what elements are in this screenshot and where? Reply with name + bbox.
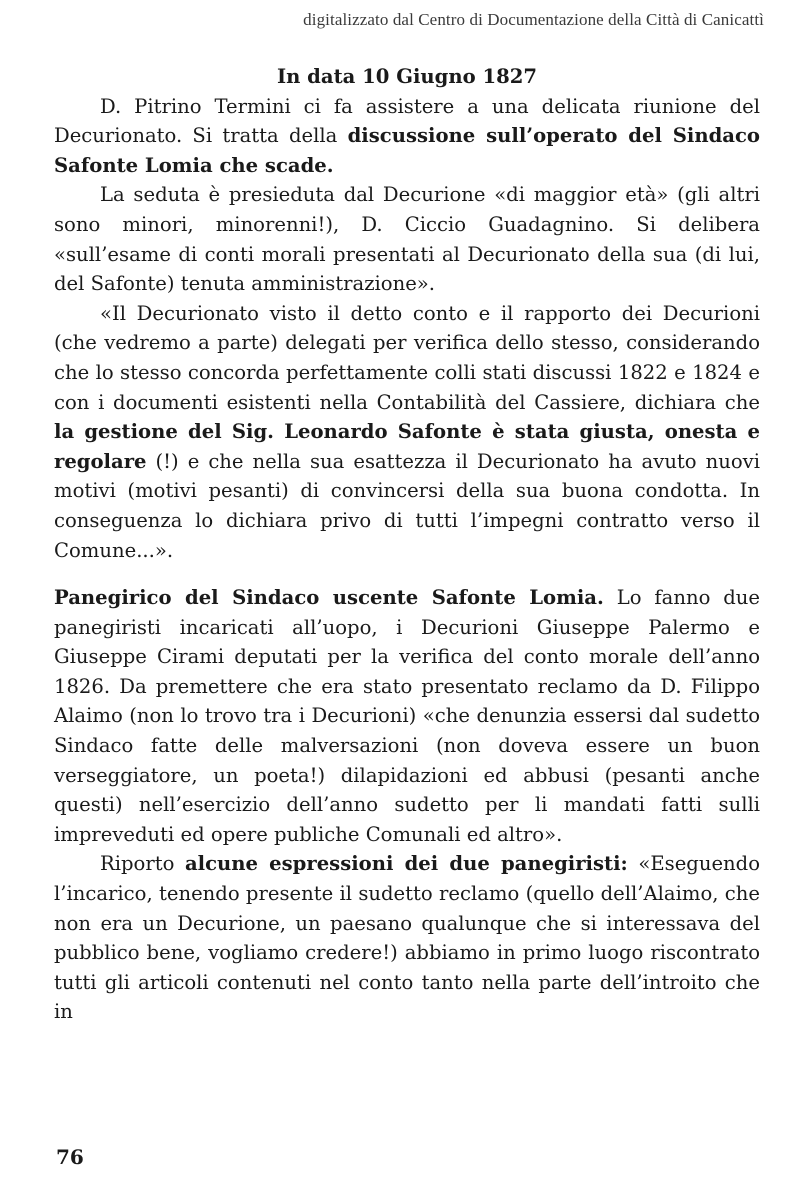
paragraph-4 [54,583,760,849]
page-number: 76 [56,1145,84,1169]
p4-bold: Panegirico del Sindaco uscente Safonte Lomia. [54,586,604,610]
p4-text: Lo fanno due panegiristi incaricati all’uopo, i Decurioni Giuseppe Palermo e Giuseppe Cirami deputati per la verifica del conto morale dell’anno 1826. Da premettere che era stato presentato reclamo da D. Filippo Alaimo (non lo trovo tra i Decurioni) «che denunzia essersi dal sudetto Sindaco fatte delle malversazioni (non doveva essere un buon verseggiatore, un poeta!) dilapidazioni ed abbusi (pesanti anche questi) nell’esercizio dell’anno sudetto per li mandati fatti sulli impreveduti ed opere publiche Comunali ed altro». [54,586,761,846]
p1-bold: discussione sull’operato del Sindaco Safonte Lomia che scade. [54,124,760,177]
p2-text: La seduta è presieduta dal Decurione «di maggior età» (gli altri sono minori, minorenni!), D. Ciccio Guadagnino. Si delibera «sull’esame di conti morali presentati al Decurionato della sua (di lui, del Safonte) tenuta amministrazione». [54,183,760,296]
p3-bold: la gestione del Sig. Leonardo Safonte è stata giusta, onesta e regolare [54,420,760,473]
paragraph-5 [54,849,760,1027]
section-heading: In data 10 Giugno 1827 [276,65,538,88]
p1-text: D. Pitrino Termini ci fa assistere a una delicata riunione del Decurionato. Si tratta della [54,94,760,148]
paragraph-2 [54,180,760,298]
p3-text-a: «Il Decurionato visto il detto conto e il rapporto dei Decurioni (che vedremo a parte) delegati per verifica dello stesso, considerando che lo stesso concorda perfettamente colli stati discussi 1822 e 1824 e con i documenti esistenti nella Contabilità del Cassiere, dichiara che [54,301,760,414]
p3-text-b: (!) e che nella sua esattezza il Decurionato ha avuto nuovi motivi (motivi pesanti) di convincersi della sua buona condotta. In conseguenza lo dichiara privo di tutti l’impegni contratto verso il Comune...». [54,449,760,562]
p5-text-b: «Eseguendo l’incarico, tenendo presente il sudetto reclamo (quello dell’Alaimo, che non era un Decurione, un paesano qualunque che si interessava del pubblico bene, vogliamo credere!) abbiamo in primo luogo riscontrato tutti gli articoli contenuti nel conto tanto nella parte dell’introito che in [54,852,761,1024]
paragraph-1 [54,92,760,181]
paragraph-3 [54,299,760,565]
digitization-watermark: digitalizzato dal Centro di Documentazione della Città di Canicattì [303,10,764,29]
page-body [54,62,760,1027]
p5-bold: alcune espressioni dei due panegiristi: [184,852,628,876]
p5-text-a: Riporto [100,852,185,876]
